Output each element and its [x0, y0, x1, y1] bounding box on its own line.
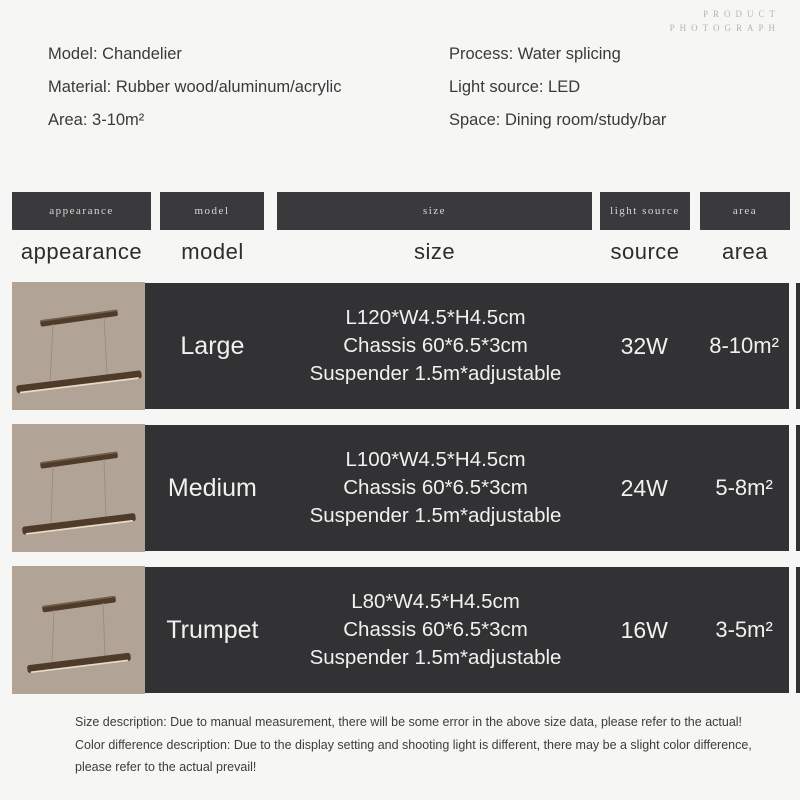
- spec-light-source: Light source: LED: [449, 78, 581, 96]
- cropped-panel-edge: [796, 283, 800, 409]
- column-label-model: model: [181, 239, 244, 264]
- column-label-source: source: [610, 239, 680, 264]
- table-row-large: [12, 282, 800, 410]
- cropped-panel-edge: [796, 425, 800, 551]
- area-value: 3-5m²: [715, 617, 773, 642]
- area-value: 8-10m²: [709, 333, 779, 358]
- cropped-panel-edge: [796, 567, 800, 693]
- header-box-size: size: [277, 192, 592, 230]
- disclaimer-line-color-1: Color difference description: Due to the display setting and shooting light is different, there may be a slight color difference,: [75, 737, 752, 752]
- product-photo-medium: [12, 424, 145, 552]
- row-spec-panel: [145, 425, 789, 551]
- row-spec-panel: [145, 567, 789, 693]
- spec-process: Process: Water splicing: [449, 45, 621, 63]
- brand-mark: [670, 7, 780, 35]
- spec-area: Area: 3-10m²: [48, 111, 145, 129]
- spec-list-right: [449, 38, 666, 137]
- column-label-area: area: [721, 239, 769, 264]
- size-value: L100*W4.5*H4.5cm Chassis 60*6.5*3cm Suspender 1.5m*adjustable: [309, 448, 562, 527]
- size-value: L120*W4.5*H4.5cm Chassis 60*6.5*3cm Suspender 1.5m*adjustable: [309, 306, 562, 385]
- spec-list-left: [48, 38, 341, 137]
- column-label-size: size: [413, 239, 456, 264]
- source-value: 32W: [620, 332, 668, 359]
- product-photo-trumpet: [12, 566, 145, 694]
- spec-space: Space: Dining room/study/bar: [449, 111, 667, 129]
- disclaimer-text: [75, 711, 752, 779]
- brand-line-2: PHOTOGRAPH: [669, 23, 780, 33]
- brand-line-1: PRODUCT: [702, 9, 780, 19]
- pendant-lamp-illustration: [12, 282, 145, 410]
- model-value: Trumpet: [166, 615, 259, 644]
- header-box-light-source: light source: [600, 192, 690, 230]
- disclaimer-line-size: Size description: Due to manual measurement, there will be some error in the above size data, please refer to the actual!: [75, 715, 743, 729]
- header-box-area: area: [700, 192, 790, 230]
- spec-model: Model: Chandelier: [48, 45, 182, 63]
- pendant-lamp-illustration: [12, 424, 145, 552]
- header-box-model: model: [160, 192, 264, 230]
- column-label-appearance: appearance: [20, 239, 143, 264]
- model-value: Large: [180, 331, 245, 360]
- spec-material: Material: Rubber wood/aluminum/acrylic: [48, 78, 342, 96]
- pendant-lamp-illustration: [12, 566, 145, 694]
- disclaimer-line-color-2: please refer to the actual prevail!: [75, 760, 257, 774]
- area-value: 5-8m²: [715, 475, 773, 500]
- source-value: 16W: [620, 616, 668, 643]
- table-row-medium: [12, 424, 800, 552]
- size-value: L80*W4.5*H4.5cm Chassis 60*6.5*3cm Suspender 1.5m*adjustable: [309, 590, 562, 669]
- table-row-trumpet: [12, 566, 800, 694]
- header-box-appearance: appearance: [12, 192, 151, 230]
- model-value: Medium: [167, 473, 257, 502]
- product-photo-large: [12, 282, 145, 410]
- source-value: 24W: [620, 474, 668, 501]
- row-spec-panel: [145, 283, 789, 409]
